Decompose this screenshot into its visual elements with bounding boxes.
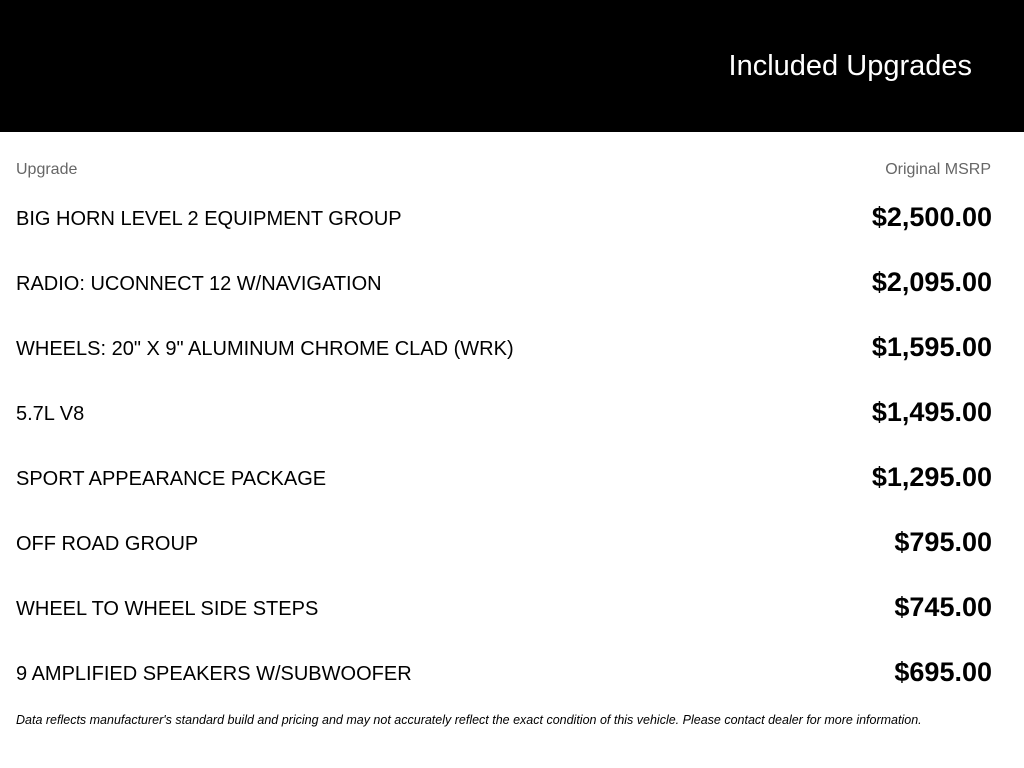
upgrade-row	[0, 380, 1024, 445]
upgrade-price: $795.00	[894, 527, 992, 557]
column-header-upgrade: Upgrade	[16, 161, 78, 178]
upgrade-price: $2,095.00	[871, 267, 992, 297]
upgrade-row	[0, 315, 1024, 380]
page-title: Included Upgrades	[728, 50, 972, 82]
upgrade-name: RADIO: UCONNECT 12 W/NAVIGATION	[16, 273, 382, 295]
upgrade-name: WHEEL TO WHEEL SIDE STEPS	[16, 598, 319, 620]
column-header-msrp: Original MSRP	[885, 161, 991, 178]
disclaimer-text: Data reflects manufacturer's standard build and pricing and may not accurately reflect the exact condition of this vehicle. Please contact dealer for more information.	[16, 713, 922, 727]
upgrade-name: 9 AMPLIFIED SPEAKERS W/SUBWOOFER	[16, 663, 412, 685]
upgrade-price: $1,295.00	[871, 462, 992, 492]
upgrade-row	[0, 510, 1024, 575]
upgrade-price: $695.00	[894, 657, 992, 687]
upgrades-list	[0, 185, 1024, 705]
upgrade-price: $745.00	[894, 592, 992, 622]
upgrade-name: OFF ROAD GROUP	[16, 533, 199, 555]
upgrade-row	[0, 185, 1024, 250]
upgrade-price: $1,595.00	[871, 332, 992, 362]
upgrade-row	[0, 445, 1024, 510]
upgrade-price: $2,500.00	[871, 202, 992, 232]
header-banner	[0, 0, 1024, 132]
upgrade-name: SPORT APPEARANCE PACKAGE	[16, 468, 327, 490]
upgrade-row	[0, 250, 1024, 315]
upgrade-name: 5.7L V8	[16, 403, 85, 425]
upgrade-row	[0, 575, 1024, 640]
upgrade-name: WHEELS: 20" X 9" ALUMINUM CHROME CLAD (WRK)	[16, 338, 514, 360]
upgrade-name: BIG HORN LEVEL 2 EQUIPMENT GROUP	[16, 208, 402, 230]
upgrade-price: $1,495.00	[871, 397, 992, 427]
upgrade-row	[0, 640, 1024, 705]
